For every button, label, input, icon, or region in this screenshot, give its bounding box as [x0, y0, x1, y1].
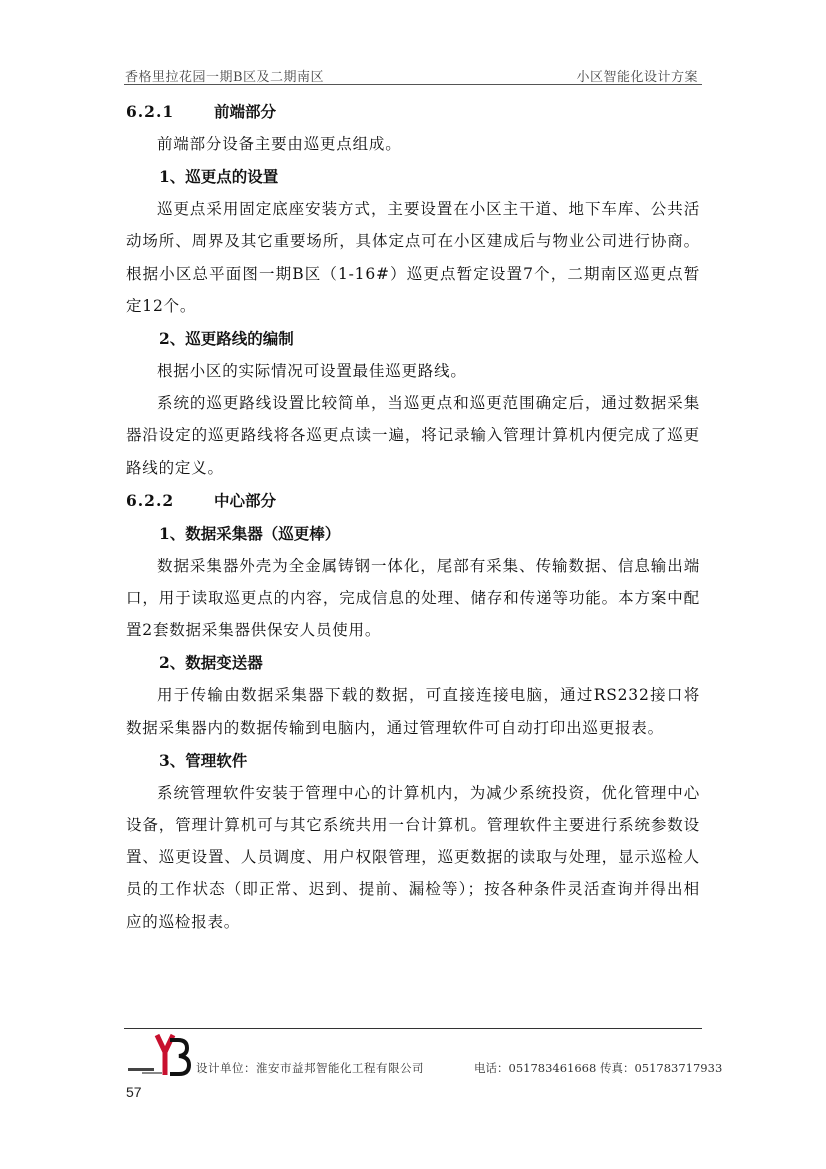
paragraph-data-transmitter: 用于传输由数据采集器下载的数据，可直接连接电脑，通过RS232接口将数据采集器内的数据传输到电脑内，通过管理软件可自动打印出巡更报表。: [126, 686, 700, 737]
section-number: 6.2.1: [126, 102, 175, 121]
paragraph-patrol-point-setup: 巡更点采用固定底座安装方式，主要设置在小区主干道、地下车库、公共活动场所、周界及其它重要场所，具体定点可在小区建成后与物业公司进行协商。根据小区总平面图一期B区（1-16#）巡更点暂定设置7个，二期南区巡更点暂定12个。: [126, 200, 700, 315]
subheading-data-collector: 1、数据采集器（巡更棒）: [159, 523, 341, 543]
subheading-patrol-route: 2、巡更路线的编制: [159, 329, 294, 349]
section-number: 6.2.2: [126, 490, 175, 510]
paragraph-management-software: 系统管理软件安装于管理中心的计算机内，为减少系统投资，优化管理中心设备，管理计算机可与其它系统共用一台计算机。管理软件主要进行系统参数设置、巡更设置、人员调度、用户权限管理，巡更数据的读取与处理，显示巡检人员的工作状态（即正常、迟到、提前、漏检等）；按各种条件灵活查询并得出相应的巡检报表。: [126, 783, 700, 931]
section-heading-6-2-1: [126, 95, 700, 128]
header-document-title: 小区智能化设计方案: [576, 70, 698, 85]
header-project-title: 香格里拉花园一期B区及二期南区: [125, 70, 325, 85]
paragraph-route-setup: 系统的巡更路线设置比较简单，当巡更点和巡更范围确定后，通过数据采集器沿设定的巡更路线将各巡更点读一遍，将记录输入管理计算机内便完成了巡更路线的定义。: [126, 394, 700, 477]
subheading-patrol-point-setup: 1、巡更点的设置: [159, 167, 279, 187]
section-heading-6-2-2: [126, 484, 700, 517]
footer-company: 设计单位：淮安市益邦智能化工程有限公司: [196, 1061, 424, 1075]
section-title: 中心部分: [214, 490, 277, 510]
paragraph-front-intro: 前端部分设备主要由巡更点组成。: [157, 135, 402, 153]
footer-rule: [124, 1028, 702, 1029]
subheading-management-software: 3、管理软件: [159, 750, 248, 770]
company-logo-icon: [124, 1032, 196, 1078]
footer-contact: 电话：051783461668 传真：051783717933: [474, 1061, 723, 1075]
paragraph-data-collector: 数据采集器外壳为全金属铸钢一体化，尾部有采集、传输数据、信息输出端口，用于读取巡更点的内容，完成信息的处理、储存和传递等功能。本方案中配置2套数据采集器供保安人员使用。: [126, 556, 700, 640]
section-title: 前端部分: [214, 102, 277, 121]
page-body: [126, 95, 700, 938]
page-number: 57: [126, 1084, 142, 1100]
paragraph-route-best: 根据小区的实际情况可设置最佳巡更路线。: [157, 362, 467, 381]
header-rule: [124, 84, 702, 85]
subheading-data-transmitter: 2、数据变送器: [159, 653, 263, 673]
